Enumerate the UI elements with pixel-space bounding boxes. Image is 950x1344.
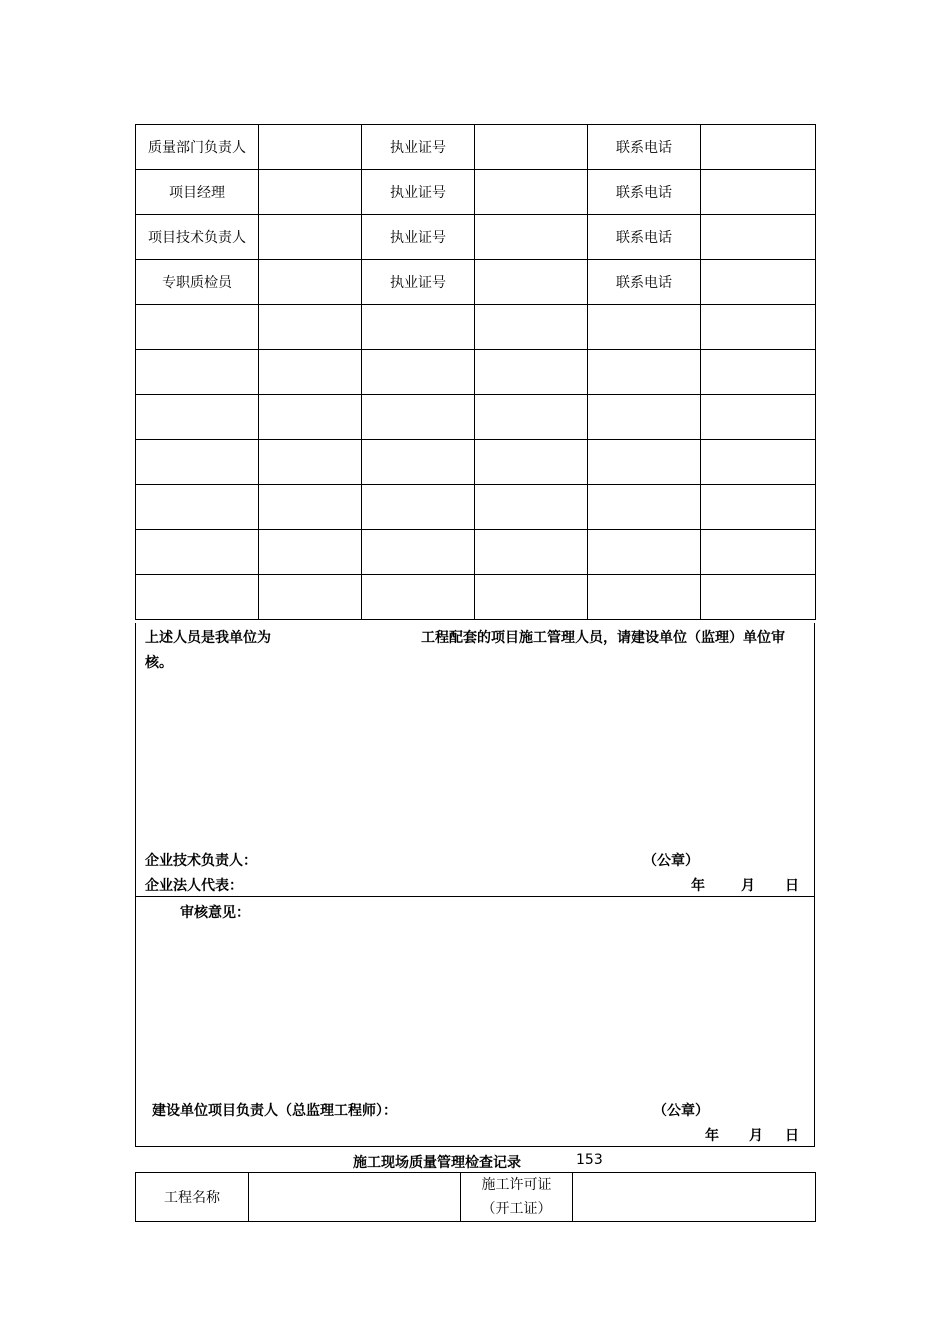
permit-label-line1: 施工许可证 (481, 1177, 552, 1193)
empty-cell[interactable] (362, 395, 475, 440)
empty-row (136, 440, 816, 485)
cert-number-label: 执业证号 (362, 260, 475, 305)
permit-value[interactable] (573, 1173, 816, 1222)
empty-cell[interactable] (136, 305, 259, 350)
empty-cell[interactable] (475, 485, 588, 530)
review-date-day: 日 (785, 1128, 799, 1144)
empty-cell[interactable] (259, 395, 362, 440)
empty-cell[interactable] (362, 350, 475, 395)
empty-cell[interactable] (588, 530, 701, 575)
empty-cell[interactable] (701, 440, 816, 485)
empty-cell[interactable] (362, 530, 475, 575)
empty-cell[interactable] (362, 440, 475, 485)
empty-cell[interactable] (136, 395, 259, 440)
empty-cell[interactable] (588, 575, 701, 620)
declaration-box (135, 623, 815, 897)
page-number: 153 (576, 1152, 603, 1168)
empty-cell[interactable] (588, 305, 701, 350)
role-label: 质量部门负责人 (136, 125, 259, 170)
project-info-row (136, 1173, 816, 1222)
empty-cell[interactable] (588, 350, 701, 395)
empty-cell[interactable] (136, 575, 259, 620)
cert-number-field[interactable] (475, 215, 588, 260)
empty-cell[interactable] (259, 485, 362, 530)
empty-cell[interactable] (362, 575, 475, 620)
empty-row (136, 530, 816, 575)
phone-label: 联系电话 (588, 260, 701, 305)
phone-field[interactable] (701, 125, 816, 170)
role-name-field[interactable] (259, 170, 362, 215)
empty-cell[interactable] (701, 350, 816, 395)
legal-rep-label: 企业法人代表： (145, 878, 243, 894)
role-label: 项目经理 (136, 170, 259, 215)
empty-cell[interactable] (588, 440, 701, 485)
empty-cell[interactable] (136, 350, 259, 395)
cert-number-field[interactable] (475, 260, 588, 305)
declaration-line2: 核。 (145, 655, 173, 671)
permit-label (461, 1173, 573, 1222)
empty-cell[interactable] (475, 575, 588, 620)
empty-cell[interactable] (701, 530, 816, 575)
empty-cell[interactable] (701, 395, 816, 440)
personnel-table (135, 124, 816, 620)
company-seal-label: （公章） (643, 853, 699, 869)
empty-cell[interactable] (136, 530, 259, 575)
empty-row (136, 485, 816, 530)
personnel-row (136, 260, 816, 305)
empty-cell[interactable] (259, 575, 362, 620)
empty-cell[interactable] (475, 305, 588, 350)
empty-cell[interactable] (701, 575, 816, 620)
role-label: 专职质检员 (136, 260, 259, 305)
empty-cell[interactable] (259, 305, 362, 350)
empty-row (136, 575, 816, 620)
project-info-table (135, 1172, 816, 1222)
next-form-caption (135, 1150, 815, 1172)
date-day: 日 (785, 878, 799, 894)
empty-row (136, 395, 816, 440)
review-date-month: 月 (749, 1128, 763, 1144)
review-box (135, 897, 815, 1147)
personnel-row (136, 125, 816, 170)
phone-field[interactable] (701, 260, 816, 305)
phone-label: 联系电话 (588, 215, 701, 260)
date-year: 年 (691, 878, 705, 894)
empty-cell[interactable] (475, 395, 588, 440)
declaration-line1-left: 上述人员是我单位为 (145, 630, 271, 646)
personnel-row (136, 215, 816, 260)
cert-number-field[interactable] (475, 170, 588, 215)
empty-cell[interactable] (136, 485, 259, 530)
cert-number-field[interactable] (475, 125, 588, 170)
owner-lead-label: 建设单位项目负责人（总监理工程师）： (152, 1103, 397, 1119)
project-name-value[interactable] (249, 1173, 461, 1222)
permit-label-line2: （开工证） (481, 1201, 552, 1217)
empty-cell[interactable] (259, 530, 362, 575)
empty-cell[interactable] (701, 305, 816, 350)
personnel-row (136, 170, 816, 215)
role-name-field[interactable] (259, 215, 362, 260)
cert-number-label: 执业证号 (362, 125, 475, 170)
date-month: 月 (741, 878, 755, 894)
next-form-title: 施工现场质量管理检查记录 (353, 1155, 521, 1171)
phone-label: 联系电话 (588, 170, 701, 215)
review-seal-label: （公章） (653, 1103, 709, 1119)
empty-row (136, 305, 816, 350)
empty-cell[interactable] (259, 440, 362, 485)
empty-cell[interactable] (362, 305, 475, 350)
tech-lead-label: 企业技术负责人： (145, 853, 257, 869)
empty-cell[interactable] (588, 485, 701, 530)
empty-cell[interactable] (136, 440, 259, 485)
phone-label: 联系电话 (588, 125, 701, 170)
empty-cell[interactable] (588, 395, 701, 440)
project-name-label: 工程名称 (136, 1173, 249, 1222)
phone-field[interactable] (701, 215, 816, 260)
empty-cell[interactable] (475, 440, 588, 485)
role-name-field[interactable] (259, 125, 362, 170)
empty-cell[interactable] (259, 350, 362, 395)
empty-cell[interactable] (475, 350, 588, 395)
declaration-line1-right: 工程配套的项目施工管理人员，请建设单位（监理）单位审 (421, 630, 785, 646)
empty-cell[interactable] (362, 485, 475, 530)
cert-number-label: 执业证号 (362, 170, 475, 215)
review-opinion-label: 审核意见： (180, 905, 250, 921)
role-name-field[interactable] (259, 260, 362, 305)
empty-row (136, 350, 816, 395)
review-date-year: 年 (705, 1128, 719, 1144)
phone-field[interactable] (701, 170, 816, 215)
cert-number-label: 执业证号 (362, 215, 475, 260)
empty-cell[interactable] (701, 485, 816, 530)
role-label: 项目技术负责人 (136, 215, 259, 260)
empty-cell[interactable] (475, 530, 588, 575)
